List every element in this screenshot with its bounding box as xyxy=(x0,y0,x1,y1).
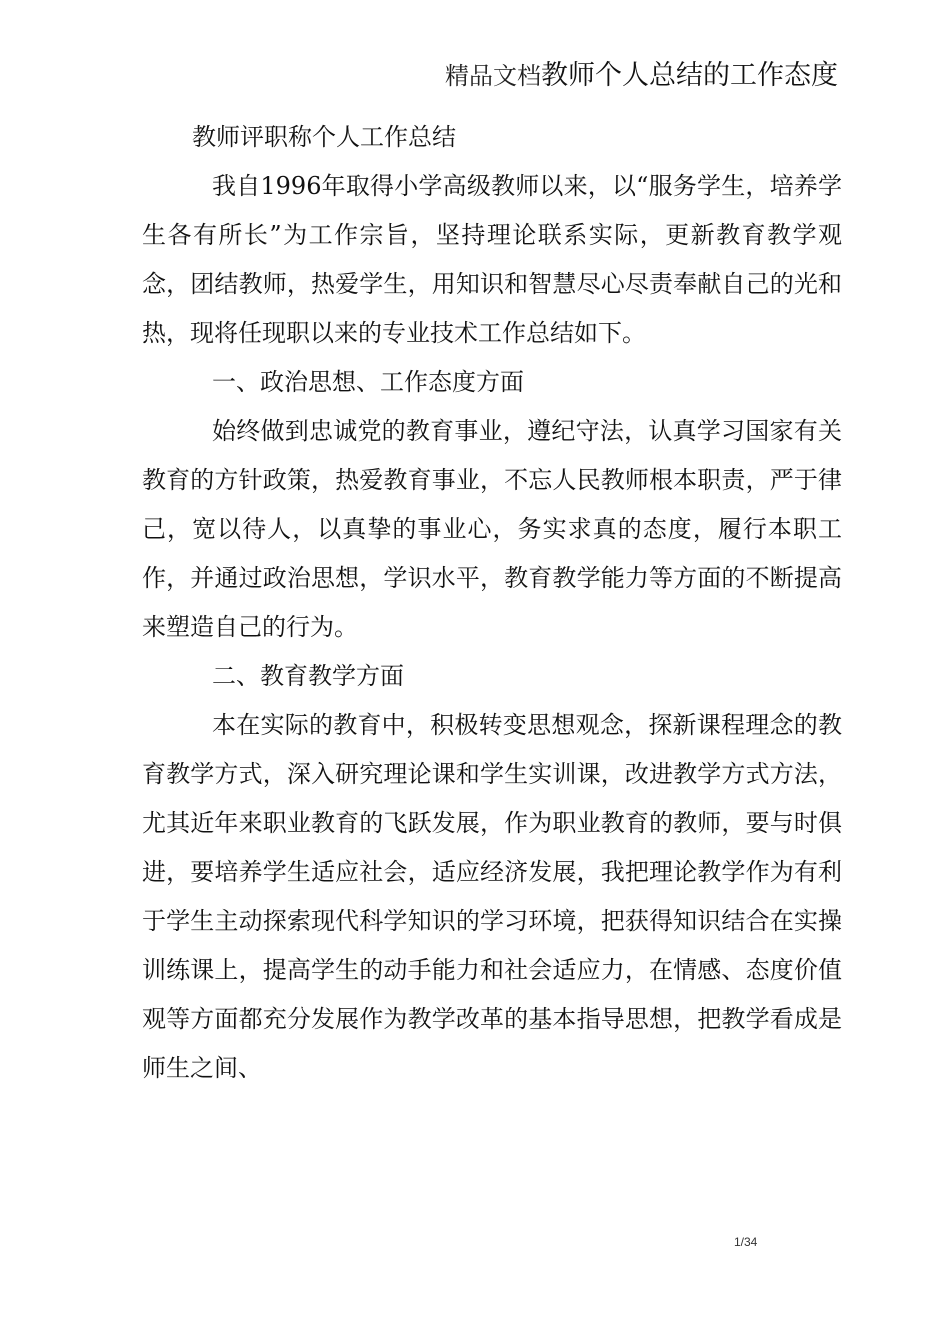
paragraph-political: 始终做到忠诚党的教育事业，遵纪守法，认真学习国家有关教育的方针政策，热爱教育事业，不忘人民教师根本职责，严于律己，宽以待人，以真挚的事业心，务实求真的态度，履行本职工作，并通过政治思想，学识水平，教育教学能力等方面的不断提高来塑造自己的行为。 xyxy=(142,417,842,641)
document-title: 教师评职称个人工作总结 xyxy=(192,123,456,151)
paragraph-intro: 我自1996年取得小学高级教师以来，以“服务学生，培养学生各有所长”为工作宗旨，坚持理论联系实际，更新教育教学观念，团结教师，热爱学生，用知识和智慧尽心尽责奉献自己的光和热，现将任现职以来的专业技术工作总结如下。 xyxy=(142,172,842,347)
section-heading-political: 一、政治思想、工作态度方面 xyxy=(212,368,524,396)
document-body xyxy=(142,162,842,1093)
page-number: 1/34 xyxy=(734,1235,758,1249)
section-heading-teaching: 二、教育教学方面 xyxy=(212,662,404,690)
header-title: 教师个人总结的工作态度 xyxy=(541,60,838,91)
paragraph-teaching: 本在实际的教育中，积极转变思想观念，探新课程理念的教育教学方式，深入研究理论课和学生实训课，改进教学方式方法，尤其近年来职业教育的飞跃发展，作为职业教育的教师，要与时俱进，要培养学生适应社会，适应经济发展，我把理论教学作为有利于学生主动探索现代科学知识的学习环境，把获得知识结合在实操训练课上，提高学生的动手能力和社会适应力，在情感、态度价值观等方面都充分发展作为教学改革的基本指导思想，把教学看成是师生之间、 xyxy=(142,711,842,1082)
page-header xyxy=(445,62,838,89)
header-prefix: 精品文档 xyxy=(445,62,541,90)
